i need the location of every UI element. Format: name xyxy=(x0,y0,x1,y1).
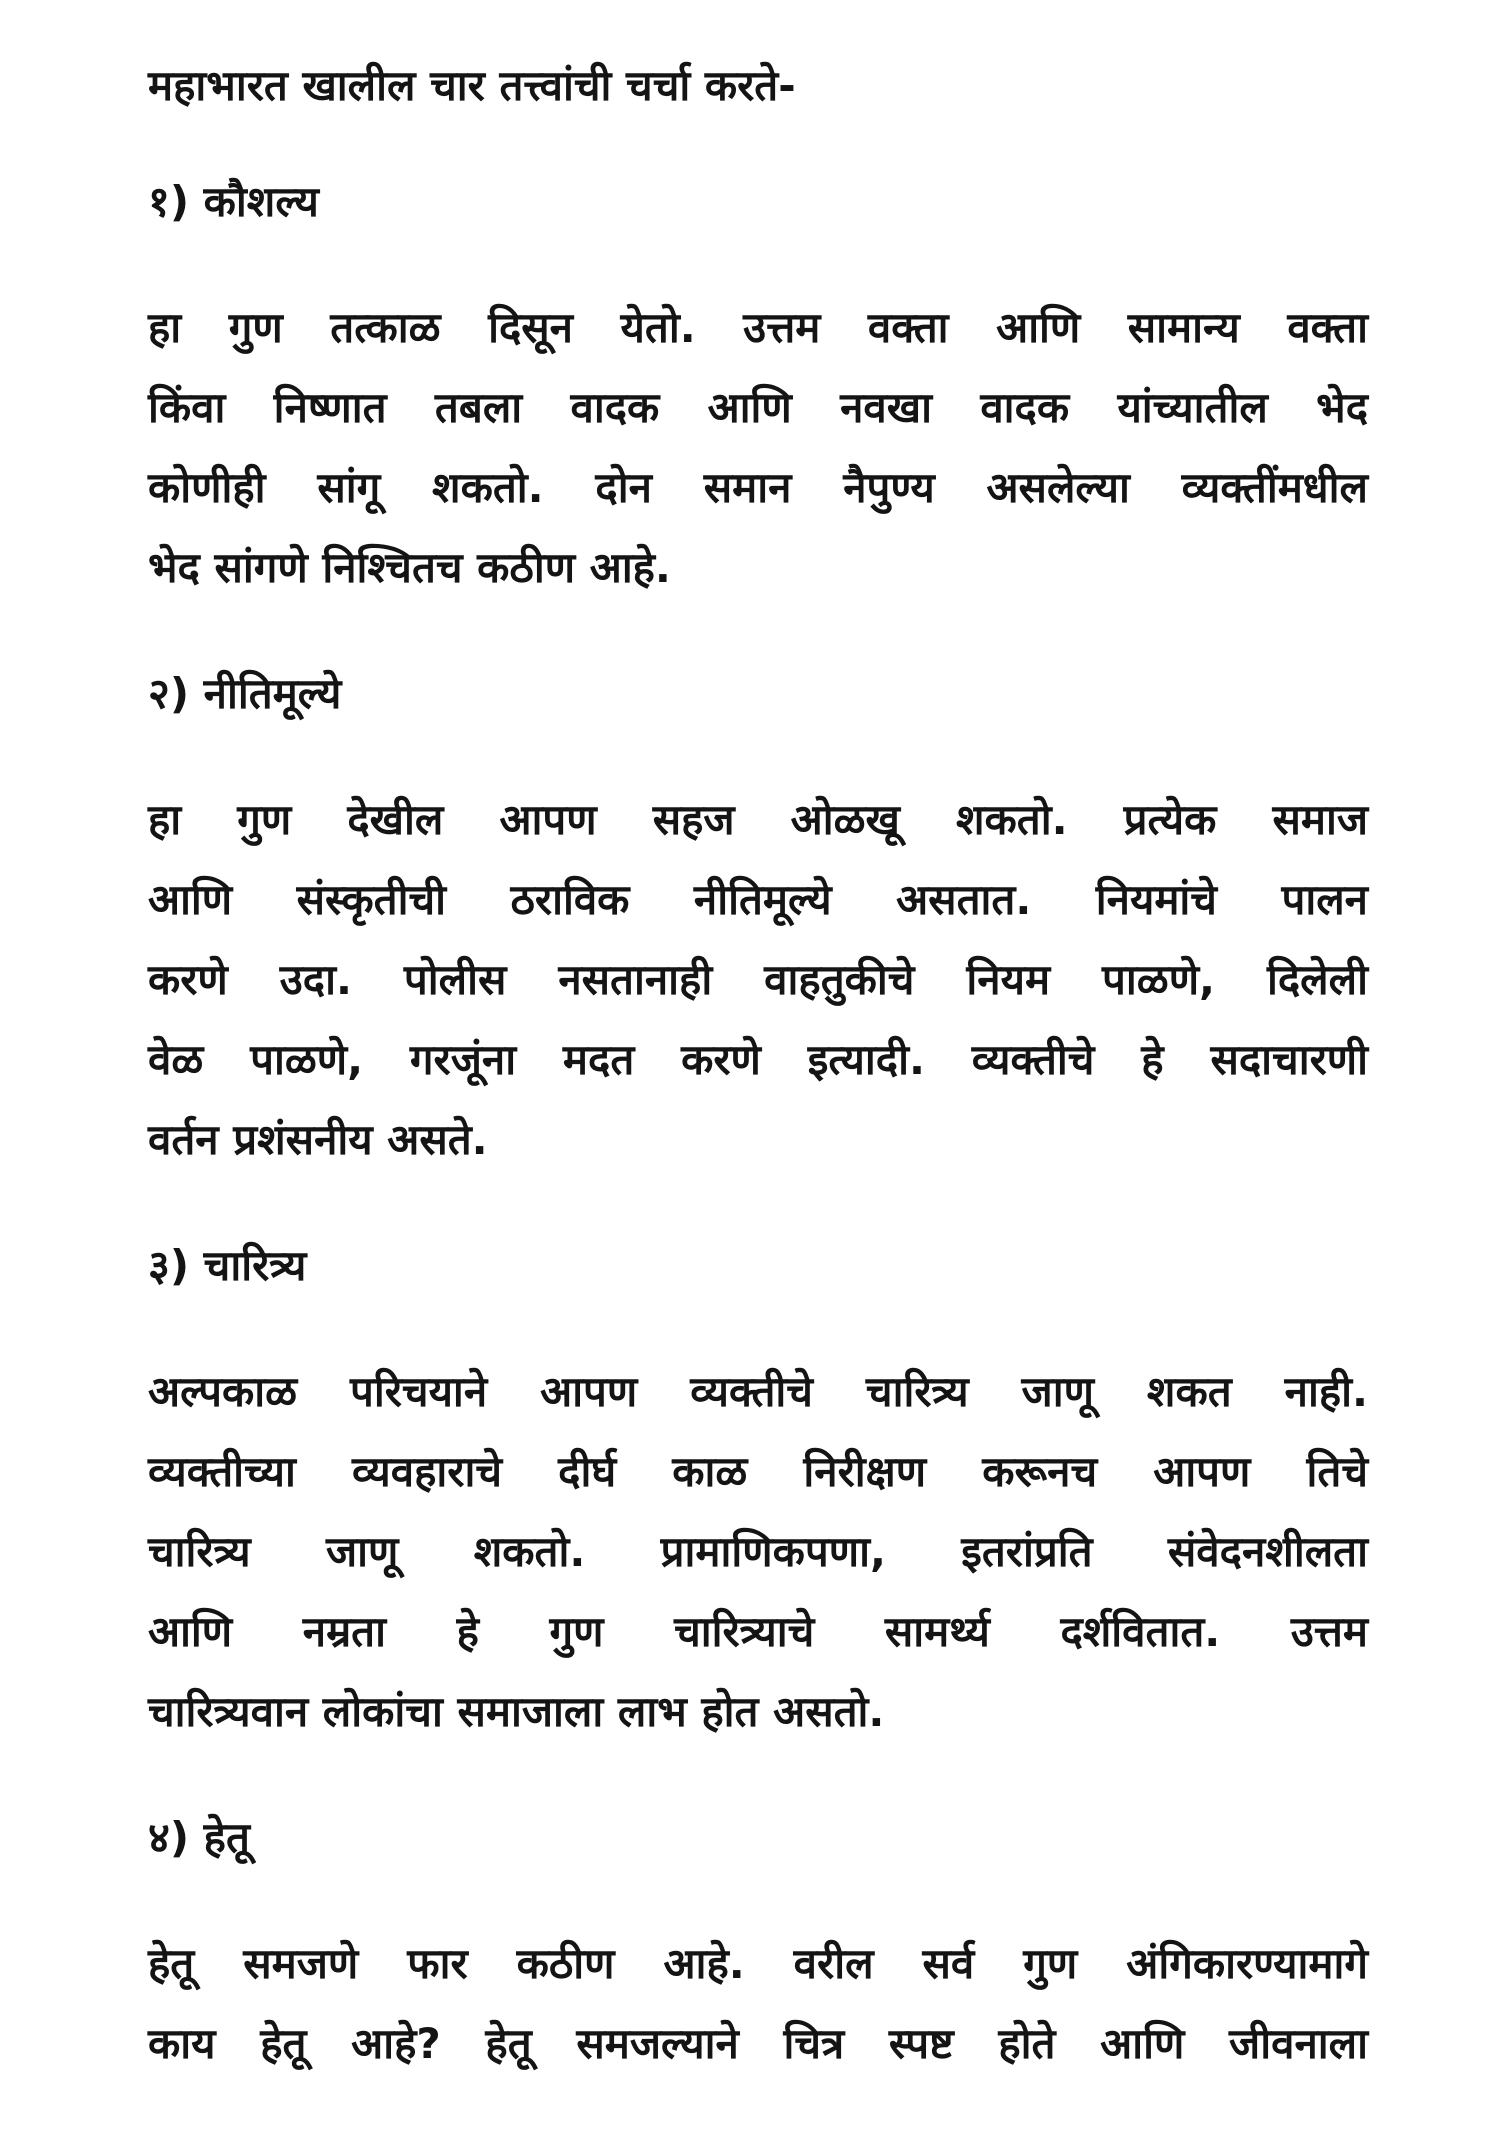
paragraph-line: चारित्र्य जाणू शकतो. प्रामाणिकपणा, इतरांप्रति संवेदनशीलता xyxy=(148,1527,1368,1576)
section-paragraph xyxy=(148,1924,1368,2084)
paragraph-line: करणे उदा. पोलीस नसतानाही वाहतुकीचे नियम पाळणे, दिलेली xyxy=(148,955,1368,1004)
section-motive xyxy=(148,1798,1368,2084)
paragraph-line: हेतू समजणे फार कठीण आहे. वरील सर्व गुण अंगिकारण्यामागे xyxy=(148,1939,1368,1988)
paragraph-line: वर्तन प्रशंसनीय असते. xyxy=(148,1115,488,1164)
section-heading: ३) चारित्र्य xyxy=(148,1241,307,1290)
paragraph-line: कोणीही सांगू शकतो. दोन समान नैपुण्य असलेल्या व्यक्तींमधील xyxy=(148,463,1368,512)
section-paragraph xyxy=(148,1352,1368,1752)
paragraph-line: आणि संस्कृतीची ठराविक नीतिमूल्ये असतात. नियमांचे पालन xyxy=(148,875,1368,924)
paragraph-line: हा गुण देखील आपण सहज ओळखू शकतो. प्रत्येक समाज xyxy=(148,795,1368,844)
paragraph-line: भेद सांगणे निश्चितच कठीण आहे. xyxy=(148,543,671,592)
section-paragraph xyxy=(148,288,1368,608)
paragraph-line: व्यक्तीच्या व्यवहाराचे दीर्घ काळ निरीक्षण करूनच आपण तिचे xyxy=(148,1447,1368,1496)
paragraph-line: अल्पकाळ परिचयाने आपण व्यक्तीचे चारित्र्य जाणू शकत नाही. xyxy=(148,1367,1368,1416)
section-paragraph xyxy=(148,780,1368,1180)
section-heading: ४) हेतू xyxy=(148,1813,250,1862)
paragraph-line: वेळ पाळणे, गरजूंना मदत करणे इत्यादी. व्यक्तीचे हे सदाचारणी xyxy=(148,1035,1368,1084)
document-page xyxy=(148,46,1368,2130)
paragraph-line: हा गुण तत्काळ दिसून येतो. उत्तम वक्ता आणि सामान्य वक्ता xyxy=(148,303,1368,352)
section-heading: २) नीतिमूल्ये xyxy=(148,669,342,718)
paragraph-line: काय हेतू आहे? हेतू समजल्याने चित्र स्पष्ट होते आणि जीवनाला xyxy=(148,2019,1368,2068)
paragraph-line: आणि नम्रता हे गुण चारित्र्याचे सामर्थ्य दर्शवितात. उत्तम xyxy=(148,1607,1368,1656)
section-skill xyxy=(148,162,1368,608)
section-values xyxy=(148,654,1368,1180)
section-character xyxy=(148,1226,1368,1752)
paragraph-line: चारित्र्यवान लोकांचा समाजाला लाभ होत असतो. xyxy=(148,1687,885,1736)
section-heading: १) कौशल्य xyxy=(148,177,319,226)
intro-line: महाभारत खालील चार तत्त्वांची चर्चा करते- xyxy=(148,61,796,110)
paragraph-line: किंवा निष्णात तबला वादक आणि नवखा वादक यांच्यातील भेद xyxy=(148,383,1368,432)
